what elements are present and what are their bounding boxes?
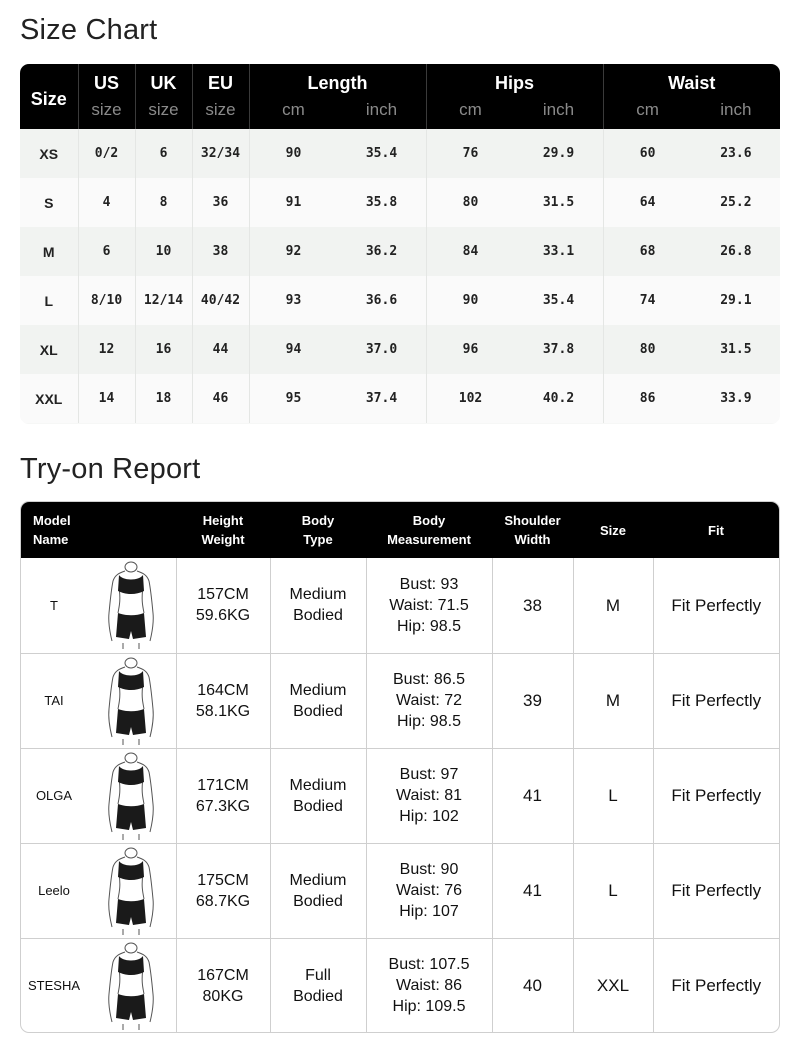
model-figure xyxy=(87,843,176,938)
header-hips: Hips xyxy=(426,64,603,96)
header-size: Size xyxy=(20,64,78,129)
header-height-weight: Height Weight xyxy=(176,502,270,558)
unit-inch: inch xyxy=(720,99,752,119)
length-cm: 95 xyxy=(285,391,302,406)
header-eu-sub: size xyxy=(192,96,249,129)
waist-cm: 80 xyxy=(639,342,656,357)
model-figure-icon xyxy=(101,942,161,1030)
length-cm: 90 xyxy=(285,146,302,161)
cell-hips xyxy=(426,276,603,325)
table-row xyxy=(21,843,779,938)
hips-cm: 90 xyxy=(462,293,479,308)
waist-cm: 68 xyxy=(639,244,656,259)
waist-cm: 64 xyxy=(639,195,656,210)
shoulder-width: 40 xyxy=(492,938,573,1033)
fit-result: Fit Perfectly xyxy=(653,843,779,938)
cell-hips xyxy=(426,227,603,276)
cell-uk: 6 xyxy=(135,129,192,178)
fit-result: Fit Perfectly xyxy=(653,558,779,653)
cell-uk: 18 xyxy=(135,374,192,423)
waist-inch: 29.1 xyxy=(720,293,752,308)
model-figure-icon xyxy=(101,657,161,745)
unit-cm: cm xyxy=(636,99,659,119)
table-row xyxy=(20,374,780,423)
model-figure xyxy=(87,653,176,748)
body-type: Medium Bodied xyxy=(270,748,366,843)
size-chart-table xyxy=(20,64,780,424)
cell-length xyxy=(249,276,426,325)
table-row xyxy=(21,558,779,653)
cell-uk: 12/14 xyxy=(135,276,192,325)
cell-eu: 40/42 xyxy=(192,276,249,325)
body-measurement: Bust: 107.5 Waist: 86 Hip: 109.5 xyxy=(366,938,492,1033)
table-row xyxy=(21,938,779,1033)
cell-waist xyxy=(603,129,780,178)
shoulder-width: 41 xyxy=(492,843,573,938)
body-measurement: Bust: 90 Waist: 76 Hip: 107 xyxy=(366,843,492,938)
model-name: STESHA xyxy=(27,978,80,994)
header-us-sub: size xyxy=(78,96,135,129)
fit-result: Fit Perfectly xyxy=(653,653,779,748)
height-weight: 171CM 67.3KG xyxy=(176,748,270,843)
shoulder-width: 41 xyxy=(492,748,573,843)
cell-length xyxy=(249,129,426,178)
cell-hips xyxy=(426,325,603,374)
header-model-name: Model Name xyxy=(21,502,176,558)
header-fit: Fit xyxy=(653,502,779,558)
hips-inch: 37.8 xyxy=(542,342,575,357)
shoulder-width: 38 xyxy=(492,558,573,653)
height-weight: 164CM 58.1KG xyxy=(176,653,270,748)
height-weight: 157CM 59.6KG xyxy=(176,558,270,653)
length-cm: 91 xyxy=(285,195,302,210)
cell-length xyxy=(249,374,426,423)
model-size: L xyxy=(573,748,653,843)
cell-waist xyxy=(603,325,780,374)
model-size: M xyxy=(573,653,653,748)
hips-inch: 31.5 xyxy=(542,195,575,210)
body-type: Full Bodied xyxy=(270,938,366,1033)
header-hips-units xyxy=(426,96,603,129)
header-body-type: Body Type xyxy=(270,502,366,558)
table-row xyxy=(21,653,779,748)
header-waist-units xyxy=(603,96,780,129)
header-eu: EU xyxy=(192,64,249,96)
cell-waist xyxy=(603,276,780,325)
cell-hips xyxy=(426,129,603,178)
length-inch: 37.0 xyxy=(365,342,398,357)
waist-inch: 31.5 xyxy=(720,342,752,357)
body-type: Medium Bodied xyxy=(270,653,366,748)
unit-cm: cm xyxy=(282,99,305,119)
header-waist: Waist xyxy=(603,64,780,96)
cell-waist xyxy=(603,227,780,276)
cell-uk: 8 xyxy=(135,178,192,227)
table-row xyxy=(20,227,780,276)
body-type: Medium Bodied xyxy=(270,558,366,653)
size-chart-title: Size Chart xyxy=(20,14,158,46)
hips-inch: 35.4 xyxy=(542,293,575,308)
body-type: Medium Bodied xyxy=(270,843,366,938)
table-row xyxy=(20,325,780,374)
table-row xyxy=(20,276,780,325)
cell-us: 12 xyxy=(78,325,135,374)
tryon-report-title: Try-on Report xyxy=(20,453,201,485)
cell-us: 14 xyxy=(78,374,135,423)
length-inch: 36.2 xyxy=(365,244,398,259)
header-uk: UK xyxy=(135,64,192,96)
model-figure-icon xyxy=(101,561,161,649)
length-inch: 35.4 xyxy=(365,146,398,161)
table-row xyxy=(20,129,780,178)
header-us: US xyxy=(78,64,135,96)
model-name: TAI xyxy=(21,653,87,748)
model-name: T xyxy=(21,558,87,653)
hips-cm: 80 xyxy=(462,195,479,210)
waist-inch: 23.6 xyxy=(720,146,752,161)
cell-us: 8/10 xyxy=(78,276,135,325)
header-shoulder-width: Shoulder Width xyxy=(492,502,573,558)
cell-us: 0/2 xyxy=(78,129,135,178)
height-weight: 167CM 80KG xyxy=(176,938,270,1033)
waist-inch: 33.9 xyxy=(720,391,752,406)
unit-cm: cm xyxy=(459,99,482,119)
cell-length xyxy=(249,227,426,276)
header-length-units xyxy=(249,96,426,129)
model-figure-icon xyxy=(101,847,161,935)
header-length: Length xyxy=(249,64,426,96)
cell-waist xyxy=(603,374,780,423)
header-size: Size xyxy=(573,502,653,558)
cell-size: XXL xyxy=(20,374,78,423)
length-cm: 93 xyxy=(285,293,302,308)
length-inch: 36.6 xyxy=(365,293,398,308)
hips-inch: 33.1 xyxy=(542,244,575,259)
length-inch: 37.4 xyxy=(365,391,398,406)
header-uk-sub: size xyxy=(135,96,192,129)
waist-inch: 25.2 xyxy=(720,195,752,210)
unit-inch: inch xyxy=(365,99,398,119)
hips-cm: 84 xyxy=(462,244,479,259)
cell-eu: 36 xyxy=(192,178,249,227)
cell-waist xyxy=(603,178,780,227)
waist-cm: 60 xyxy=(639,146,656,161)
unit-inch: inch xyxy=(542,99,575,119)
shoulder-width: 39 xyxy=(492,653,573,748)
fit-result: Fit Perfectly xyxy=(671,976,762,996)
waist-cm: 86 xyxy=(639,391,656,406)
cell-length xyxy=(249,178,426,227)
cell-uk: 10 xyxy=(135,227,192,276)
body-measurement: Bust: 86.5 Waist: 72 Hip: 98.5 xyxy=(366,653,492,748)
model-size: L xyxy=(573,843,653,938)
model-size: XXL xyxy=(573,938,653,1033)
cell-size: XL xyxy=(20,325,78,374)
length-cm: 94 xyxy=(285,342,302,357)
cell-length xyxy=(249,325,426,374)
hips-cm: 102 xyxy=(458,391,483,406)
cell-hips xyxy=(426,178,603,227)
cell-eu: 44 xyxy=(192,325,249,374)
length-cm: 92 xyxy=(285,244,302,259)
table-row xyxy=(20,178,780,227)
model-figure xyxy=(87,748,176,843)
cell-eu: 38 xyxy=(192,227,249,276)
cell-hips xyxy=(426,374,603,423)
cell-us: 6 xyxy=(78,227,135,276)
cell-eu: 46 xyxy=(192,374,249,423)
table-row xyxy=(21,748,779,843)
cell-us: 4 xyxy=(78,178,135,227)
waist-cm: 74 xyxy=(639,293,656,308)
fit-result: Fit Perfectly xyxy=(653,748,779,843)
body-measurement: Bust: 97 Waist: 81 Hip: 102 xyxy=(366,748,492,843)
body-measurement: Bust: 93 Waist: 71.5 Hip: 98.5 xyxy=(366,558,492,653)
model-figure xyxy=(87,938,176,1033)
waist-inch: 26.8 xyxy=(720,244,752,259)
model-figure xyxy=(87,558,176,653)
tryon-report-table xyxy=(20,501,780,1033)
hips-inch: 29.9 xyxy=(542,146,575,161)
cell-size: XS xyxy=(20,129,78,178)
cell-uk: 16 xyxy=(135,325,192,374)
cell-size: M xyxy=(20,227,78,276)
model-name: OLGA xyxy=(21,748,87,843)
hips-inch: 40.2 xyxy=(542,391,575,406)
cell-eu: 32/34 xyxy=(192,129,249,178)
height-weight: 175CM 68.7KG xyxy=(176,843,270,938)
cell-size: S xyxy=(20,178,78,227)
hips-cm: 76 xyxy=(462,146,479,161)
model-size: M xyxy=(573,558,653,653)
cell-size: L xyxy=(20,276,78,325)
header-body-measurement: Body Measurement xyxy=(366,502,492,558)
model-figure-icon xyxy=(101,752,161,840)
model-name: Leelo xyxy=(21,843,87,938)
hips-cm: 96 xyxy=(462,342,479,357)
length-inch: 35.8 xyxy=(365,195,398,210)
